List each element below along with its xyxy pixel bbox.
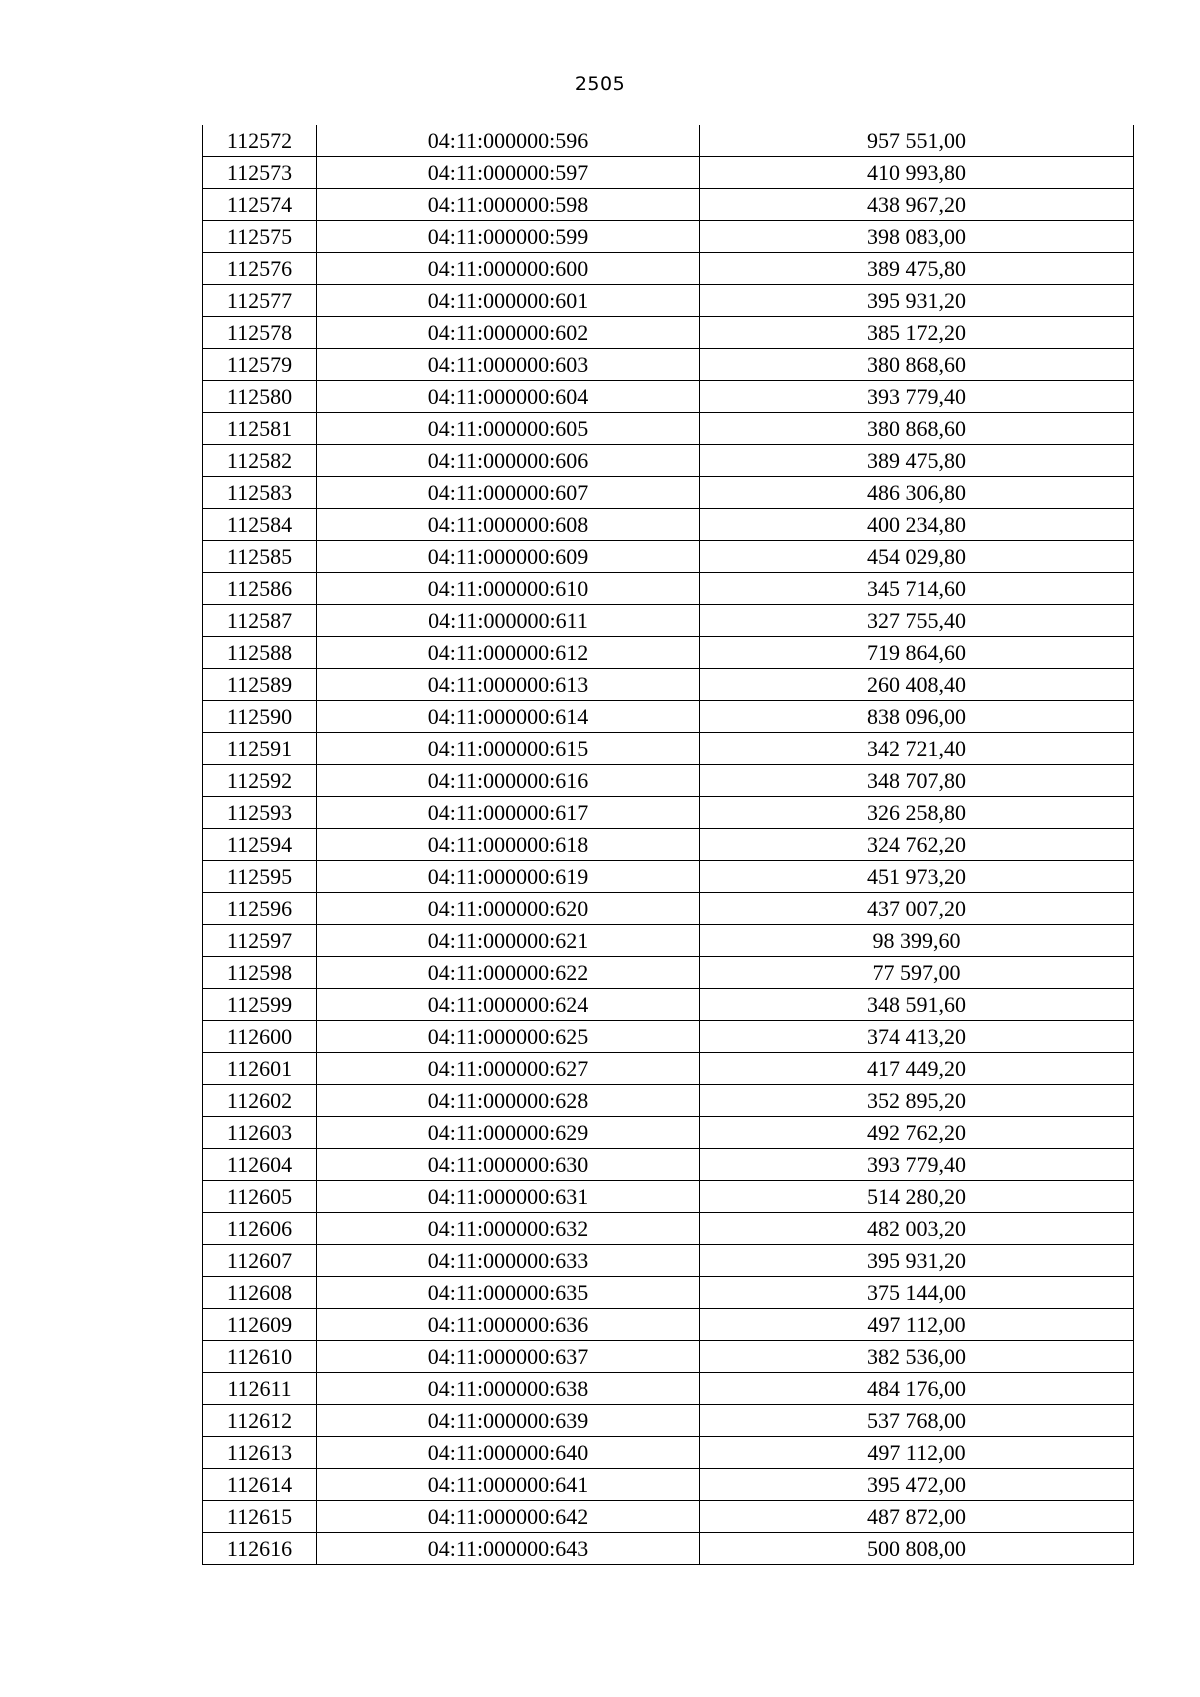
table-row — [203, 1405, 1134, 1437]
table-row — [203, 701, 1134, 733]
cadastral-value-cell: 719 864,60 — [700, 637, 1134, 669]
cadastral-number-cell: 04:11:000000:633 — [317, 1245, 700, 1277]
row-number-cell: 112616 — [203, 1533, 317, 1565]
cadastral-value-cell: 398 083,00 — [700, 221, 1134, 253]
table-row — [203, 445, 1134, 477]
row-number-cell: 112608 — [203, 1277, 317, 1309]
row-number-cell: 112578 — [203, 317, 317, 349]
cadastral-value-cell: 393 779,40 — [700, 381, 1134, 413]
table-row — [203, 1469, 1134, 1501]
row-number-cell: 112594 — [203, 829, 317, 861]
cadastral-value-cell: 395 472,00 — [700, 1469, 1134, 1501]
cadastral-number-cell: 04:11:000000:612 — [317, 637, 700, 669]
table-row — [203, 669, 1134, 701]
cadastral-number-cell: 04:11:000000:616 — [317, 765, 700, 797]
cadastral-number-cell: 04:11:000000:642 — [317, 1501, 700, 1533]
row-number-cell: 112603 — [203, 1117, 317, 1149]
row-number-cell: 112576 — [203, 253, 317, 285]
cadastral-number-cell: 04:11:000000:622 — [317, 957, 700, 989]
cadastral-value-cell: 374 413,20 — [700, 1021, 1134, 1053]
cadastral-value-cell: 352 895,20 — [700, 1085, 1134, 1117]
row-number-cell: 112583 — [203, 477, 317, 509]
cadastral-number-cell: 04:11:000000:618 — [317, 829, 700, 861]
table-row — [203, 797, 1134, 829]
table-row — [203, 1085, 1134, 1117]
table-row — [203, 221, 1134, 253]
table-row — [203, 1053, 1134, 1085]
row-number-cell: 112609 — [203, 1309, 317, 1341]
table-row — [203, 829, 1134, 861]
cadastral-number-cell: 04:11:000000:603 — [317, 349, 700, 381]
cadastral-number-cell: 04:11:000000:621 — [317, 925, 700, 957]
cadastral-value-cell: 438 967,20 — [700, 189, 1134, 221]
cadastral-value-cell: 497 112,00 — [700, 1437, 1134, 1469]
row-number-cell: 112615 — [203, 1501, 317, 1533]
cadastral-number-cell: 04:11:000000:607 — [317, 477, 700, 509]
cadastral-value-cell: 957 551,00 — [700, 125, 1134, 157]
row-number-cell: 112602 — [203, 1085, 317, 1117]
cadastral-value-cell: 484 176,00 — [700, 1373, 1134, 1405]
cadastral-number-cell: 04:11:000000:637 — [317, 1341, 700, 1373]
table-row — [203, 637, 1134, 669]
row-number-cell: 112597 — [203, 925, 317, 957]
cadastral-number-cell: 04:11:000000:598 — [317, 189, 700, 221]
row-number-cell: 112589 — [203, 669, 317, 701]
table-row — [203, 1501, 1134, 1533]
table-row — [203, 1245, 1134, 1277]
row-number-cell: 112600 — [203, 1021, 317, 1053]
row-number-cell: 112573 — [203, 157, 317, 189]
cadastral-number-cell: 04:11:000000:628 — [317, 1085, 700, 1117]
cadastral-number-cell: 04:11:000000:599 — [317, 221, 700, 253]
cadastral-value-cell: 497 112,00 — [700, 1309, 1134, 1341]
cadastral-value-cell: 838 096,00 — [700, 701, 1134, 733]
cadastral-number-cell: 04:11:000000:615 — [317, 733, 700, 765]
cadastral-value-cell: 492 762,20 — [700, 1117, 1134, 1149]
table-row — [203, 1277, 1134, 1309]
cadastral-value-cell: 537 768,00 — [700, 1405, 1134, 1437]
table-row — [203, 573, 1134, 605]
row-number-cell: 112588 — [203, 637, 317, 669]
row-number-cell: 112598 — [203, 957, 317, 989]
cadastral-number-cell: 04:11:000000:640 — [317, 1437, 700, 1469]
cadastral-value-cell: 98 399,60 — [700, 925, 1134, 957]
table-row — [203, 317, 1134, 349]
table-row — [203, 861, 1134, 893]
row-number-cell: 112606 — [203, 1213, 317, 1245]
cadastral-number-cell: 04:11:000000:638 — [317, 1373, 700, 1405]
cadastral-value-cell: 380 868,60 — [700, 349, 1134, 381]
row-number-cell: 112604 — [203, 1149, 317, 1181]
cadastral-number-cell: 04:11:000000:620 — [317, 893, 700, 925]
cadastral-number-cell: 04:11:000000:636 — [317, 1309, 700, 1341]
cadastral-value-cell: 375 144,00 — [700, 1277, 1134, 1309]
cadastral-value-cell: 393 779,40 — [700, 1149, 1134, 1181]
cadastral-value-cell: 395 931,20 — [700, 1245, 1134, 1277]
table-row — [203, 1533, 1134, 1565]
cadastral-number-cell: 04:11:000000:596 — [317, 125, 700, 157]
table-row — [203, 925, 1134, 957]
table-row — [203, 509, 1134, 541]
row-number-cell: 112610 — [203, 1341, 317, 1373]
cadastral-value-cell: 454 029,80 — [700, 541, 1134, 573]
cadastral-value-cell: 482 003,20 — [700, 1213, 1134, 1245]
cadastral-value-cell: 410 993,80 — [700, 157, 1134, 189]
row-number-cell: 112596 — [203, 893, 317, 925]
table-body — [203, 125, 1134, 1565]
cadastral-value-cell: 389 475,80 — [700, 445, 1134, 477]
row-number-cell: 112590 — [203, 701, 317, 733]
cadastral-number-cell: 04:11:000000:641 — [317, 1469, 700, 1501]
row-number-cell: 112605 — [203, 1181, 317, 1213]
table-row — [203, 349, 1134, 381]
table-row — [203, 1341, 1134, 1373]
table-row — [203, 1437, 1134, 1469]
table-row — [203, 541, 1134, 573]
cadastral-number-cell: 04:11:000000:610 — [317, 573, 700, 605]
cadastral-value-cell: 348 707,80 — [700, 765, 1134, 797]
cadastral-value-cell: 389 475,80 — [700, 253, 1134, 285]
table-row — [203, 413, 1134, 445]
row-number-cell: 112613 — [203, 1437, 317, 1469]
cadastral-number-cell: 04:11:000000:629 — [317, 1117, 700, 1149]
row-number-cell: 112582 — [203, 445, 317, 477]
table-row — [203, 893, 1134, 925]
row-number-cell: 112595 — [203, 861, 317, 893]
cadastral-number-cell: 04:11:000000:624 — [317, 989, 700, 1021]
row-number-cell: 112584 — [203, 509, 317, 541]
cadastral-number-cell: 04:11:000000:611 — [317, 605, 700, 637]
cadastral-number-cell: 04:11:000000:614 — [317, 701, 700, 733]
cadastral-value-cell: 451 973,20 — [700, 861, 1134, 893]
cadastral-number-cell: 04:11:000000:643 — [317, 1533, 700, 1565]
table-row — [203, 1021, 1134, 1053]
cadastral-value-cell: 417 449,20 — [700, 1053, 1134, 1085]
row-number-cell: 112572 — [203, 125, 317, 157]
row-number-cell: 112592 — [203, 765, 317, 797]
row-number-cell: 112593 — [203, 797, 317, 829]
cadastral-value-cell: 260 408,40 — [700, 669, 1134, 701]
row-number-cell: 112591 — [203, 733, 317, 765]
cadastral-number-cell: 04:11:000000:602 — [317, 317, 700, 349]
cadastral-number-cell: 04:11:000000:606 — [317, 445, 700, 477]
cadastral-value-cell: 500 808,00 — [700, 1533, 1134, 1565]
cadastral-number-cell: 04:11:000000:600 — [317, 253, 700, 285]
cadastral-value-cell: 487 872,00 — [700, 1501, 1134, 1533]
table-row — [203, 733, 1134, 765]
cadastral-value-table — [202, 125, 1134, 1565]
table-row — [203, 605, 1134, 637]
cadastral-value-cell: 385 172,20 — [700, 317, 1134, 349]
page-number: 2505 — [574, 73, 626, 95]
table-row — [203, 477, 1134, 509]
row-number-cell: 112574 — [203, 189, 317, 221]
cadastral-value-cell: 348 591,60 — [700, 989, 1134, 1021]
table-row — [203, 157, 1134, 189]
row-number-cell: 112612 — [203, 1405, 317, 1437]
cadastral-number-cell: 04:11:000000:627 — [317, 1053, 700, 1085]
table-row — [203, 285, 1134, 317]
cadastral-number-cell: 04:11:000000:604 — [317, 381, 700, 413]
cadastral-number-cell: 04:11:000000:630 — [317, 1149, 700, 1181]
cadastral-number-cell: 04:11:000000:639 — [317, 1405, 700, 1437]
cadastral-value-cell: 327 755,40 — [700, 605, 1134, 637]
table-row — [203, 957, 1134, 989]
cadastral-number-cell: 04:11:000000:609 — [317, 541, 700, 573]
table-row — [203, 1373, 1134, 1405]
row-number-cell: 112579 — [203, 349, 317, 381]
row-number-cell: 112601 — [203, 1053, 317, 1085]
row-number-cell: 112575 — [203, 221, 317, 253]
row-number-cell: 112585 — [203, 541, 317, 573]
cadastral-value-cell: 324 762,20 — [700, 829, 1134, 861]
row-number-cell: 112577 — [203, 285, 317, 317]
cadastral-number-cell: 04:11:000000:625 — [317, 1021, 700, 1053]
cadastral-value-cell: 486 306,80 — [700, 477, 1134, 509]
cadastral-number-cell: 04:11:000000:617 — [317, 797, 700, 829]
cadastral-value-cell: 345 714,60 — [700, 573, 1134, 605]
row-number-cell: 112614 — [203, 1469, 317, 1501]
cadastral-number-cell: 04:11:000000:608 — [317, 509, 700, 541]
table-row — [203, 765, 1134, 797]
cadastral-value-cell: 380 868,60 — [700, 413, 1134, 445]
row-number-cell: 112580 — [203, 381, 317, 413]
cadastral-number-cell: 04:11:000000:631 — [317, 1181, 700, 1213]
cadastral-value-cell: 382 536,00 — [700, 1341, 1134, 1373]
cadastral-number-cell: 04:11:000000:635 — [317, 1277, 700, 1309]
table-row — [203, 1309, 1134, 1341]
row-number-cell: 112599 — [203, 989, 317, 1021]
table-row — [203, 381, 1134, 413]
table-row — [203, 1149, 1134, 1181]
cadastral-value-cell: 514 280,20 — [700, 1181, 1134, 1213]
cadastral-value-cell: 395 931,20 — [700, 285, 1134, 317]
cadastral-number-cell: 04:11:000000:632 — [317, 1213, 700, 1245]
row-number-cell: 112586 — [203, 573, 317, 605]
table-row — [203, 989, 1134, 1021]
cadastral-value-cell: 400 234,80 — [700, 509, 1134, 541]
cadastral-number-cell: 04:11:000000:597 — [317, 157, 700, 189]
row-number-cell: 112587 — [203, 605, 317, 637]
row-number-cell: 112611 — [203, 1373, 317, 1405]
cadastral-value-cell: 77 597,00 — [700, 957, 1134, 989]
cadastral-value-cell: 326 258,80 — [700, 797, 1134, 829]
cadastral-value-cell: 342 721,40 — [700, 733, 1134, 765]
table-row — [203, 189, 1134, 221]
cadastral-value-cell: 437 007,20 — [700, 893, 1134, 925]
cadastral-number-cell: 04:11:000000:613 — [317, 669, 700, 701]
row-number-cell: 112607 — [203, 1245, 317, 1277]
cadastral-number-cell: 04:11:000000:619 — [317, 861, 700, 893]
table-row — [203, 253, 1134, 285]
table-row — [203, 1181, 1134, 1213]
cadastral-number-cell: 04:11:000000:605 — [317, 413, 700, 445]
table-row — [203, 1213, 1134, 1245]
cadastral-number-cell: 04:11:000000:601 — [317, 285, 700, 317]
table-row — [203, 125, 1134, 157]
table-row — [203, 1117, 1134, 1149]
row-number-cell: 112581 — [203, 413, 317, 445]
